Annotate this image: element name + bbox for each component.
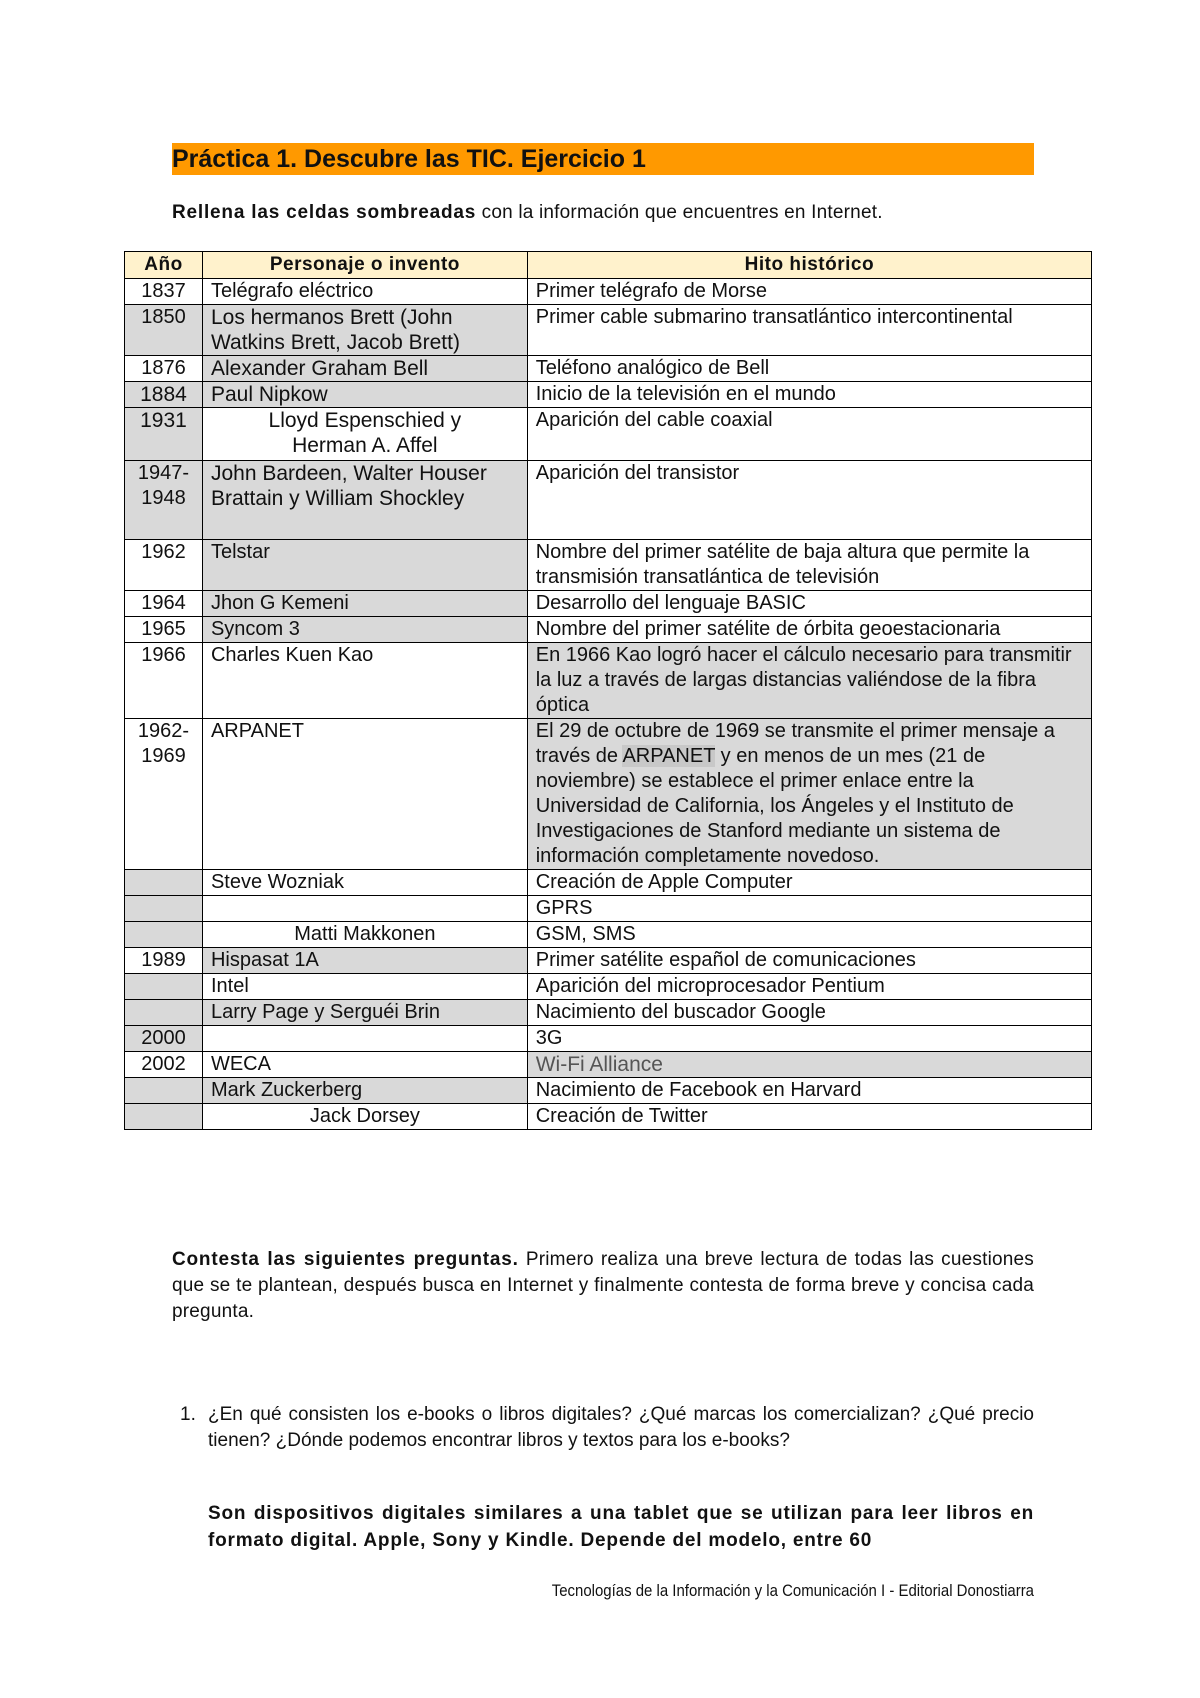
table-row xyxy=(125,948,1092,974)
table-row xyxy=(125,1078,1092,1104)
cell-event: Wi-Fi Alliance xyxy=(527,1052,1091,1078)
cell-event: Nacimiento del buscador Google xyxy=(527,1000,1091,1026)
header-year: Año xyxy=(125,252,203,279)
event-text-post: y en menos de un mes (21 de noviembre) se establece el primer enlace entre la Universidad de California, los Ángeles y el Instituto de Investigaciones de Stanford mediante un sistema de información completamente novedoso. xyxy=(535,745,1014,867)
cell-year: 1962 xyxy=(125,540,203,591)
cell-person xyxy=(202,896,527,922)
cell-person: Jhon G Kemeni xyxy=(202,591,527,617)
table-row xyxy=(125,643,1092,719)
table-row xyxy=(125,279,1092,305)
cell-person: Paul Nipkow xyxy=(202,382,527,408)
question-number: 1. xyxy=(180,1404,196,1425)
cell-event: Primer satélite español de comunicaciones xyxy=(527,948,1091,974)
table-row xyxy=(125,922,1092,948)
cell-year: 1850 xyxy=(125,305,203,356)
cell-person: Lloyd Espenschied y Herman A. Affel xyxy=(202,408,527,461)
cell-event: Desarrollo del lenguaje BASIC xyxy=(527,591,1091,617)
cell-event: Aparición del microprocesador Pentium xyxy=(527,974,1091,1000)
cell-year xyxy=(125,870,203,896)
cell-person: John Bardeen, Walter Houser Brattain y William Shockley xyxy=(202,461,527,540)
cell-year: 1962-1969 xyxy=(125,719,203,870)
header-person: Personaje o invento xyxy=(202,252,527,279)
question-1 xyxy=(180,1402,1034,1454)
table-row xyxy=(125,408,1092,461)
history-table xyxy=(124,251,1092,1130)
intro-paragraph xyxy=(172,202,1072,224)
cell-year: 1837 xyxy=(125,279,203,305)
cell-event: Primer telégrafo de Morse xyxy=(527,279,1091,305)
table-row xyxy=(125,974,1092,1000)
cell-year: 1965 xyxy=(125,617,203,643)
cell-year xyxy=(125,1078,203,1104)
table-row xyxy=(125,305,1092,356)
cell-year: 1876 xyxy=(125,356,203,382)
cell-person xyxy=(202,1026,527,1052)
cell-year: 1966 xyxy=(125,643,203,719)
table-row xyxy=(125,1026,1092,1052)
cell-person: WECA xyxy=(202,1052,527,1078)
table-row xyxy=(125,540,1092,591)
table-row xyxy=(125,356,1092,382)
cell-event: Aparición del transistor xyxy=(527,461,1091,540)
cell-year xyxy=(125,896,203,922)
cell-year: 2002 xyxy=(125,1052,203,1078)
table-row xyxy=(125,382,1092,408)
event-text-pre: El 29 de octubre de 1969 se transmite el primer mensaje a través de xyxy=(535,720,1055,767)
table-row xyxy=(125,617,1092,643)
question-text: ¿En qué consisten los e-books o libros digitales? ¿Qué marcas los comercializan? ¿Qué precio tienen? ¿Dónde podemos encontrar libros y textos para los e-books? xyxy=(208,1404,1034,1451)
cell-year: 1884 xyxy=(125,382,203,408)
table-header-row xyxy=(125,252,1092,279)
cell-year xyxy=(125,974,203,1000)
table-row xyxy=(125,870,1092,896)
cell-person: Larry Page y Serguéi Brin xyxy=(202,1000,527,1026)
cell-person: Jack Dorsey xyxy=(202,1104,527,1130)
table-row xyxy=(125,591,1092,617)
cell-person: Telstar xyxy=(202,540,527,591)
cell-event: Nombre del primer satélite de órbita geoestacionaria xyxy=(527,617,1091,643)
questions-intro xyxy=(172,1247,1034,1325)
cell-event: Inicio de la televisión en el mundo xyxy=(527,382,1091,408)
cell-event: Teléfono analógico de Bell xyxy=(527,356,1091,382)
cell-person: Mark Zuckerberg xyxy=(202,1078,527,1104)
cell-year: 1931 xyxy=(125,408,203,461)
cell-person: Intel xyxy=(202,974,527,1000)
cell-person: Alexander Graham Bell xyxy=(202,356,527,382)
page-title: Práctica 1. Descubre las TIC. Ejercicio 1 xyxy=(172,145,646,173)
cell-year xyxy=(125,922,203,948)
cell-person: Telégrafo eléctrico xyxy=(202,279,527,305)
table-row xyxy=(125,1104,1092,1130)
cell-person: Los hermanos Brett (John Watkins Brett, Jacob Brett) xyxy=(202,305,527,356)
questions-intro-rest: Primero realiza una breve lectura de todas las cuestiones que se te plantean, después busca en Internet y finalmente contesta de forma breve y concisa cada pregunta. xyxy=(172,1249,1034,1322)
table-row xyxy=(125,896,1092,922)
cell-event: Nombre del primer satélite de baja altura que permite la transmisión transatlántica de televisión xyxy=(527,540,1091,591)
table-row xyxy=(125,1052,1092,1078)
cell-event: Primer cable submarino transatlántico intercontinental xyxy=(527,305,1091,356)
questions-intro-bold: Contesta las siguientes preguntas. xyxy=(172,1249,519,1270)
cell-year: 1964 xyxy=(125,591,203,617)
intro-rest: con la información que encuentres en Internet. xyxy=(476,202,883,223)
cell-event: Aparición del cable coaxial xyxy=(527,408,1091,461)
cell-event: Creación de Apple Computer xyxy=(527,870,1091,896)
cell-person: Matti Makkonen xyxy=(202,922,527,948)
cell-person: ARPANET xyxy=(202,719,527,870)
cell-year xyxy=(125,1104,203,1130)
title-bar xyxy=(172,143,1034,175)
cell-event xyxy=(527,719,1091,870)
cell-person: Hispasat 1A xyxy=(202,948,527,974)
cell-person: Steve Wozniak xyxy=(202,870,527,896)
cell-event: GSM, SMS xyxy=(527,922,1091,948)
answer-1: Son dispositivos digitales similares a una tablet que se utilizan para leer libros en formato digital. Apple, Sony y Kindle. Depende del modelo, entre 60 xyxy=(208,1503,1034,1551)
event-text-highlight: ARPANET xyxy=(622,745,716,767)
cell-person: Syncom 3 xyxy=(202,617,527,643)
intro-bold: Rellena las celdas sombreadas xyxy=(172,202,477,223)
cell-year xyxy=(125,1000,203,1026)
table-row xyxy=(125,461,1092,540)
cell-event: Creación de Twitter xyxy=(527,1104,1091,1130)
cell-person: Charles Kuen Kao xyxy=(202,643,527,719)
header-event: Hito histórico xyxy=(527,252,1091,279)
page-footer: Tecnologías de la Información y la Comunicación I - Editorial Donostiarra xyxy=(551,1581,1034,1600)
cell-event: Nacimiento de Facebook en Harvard xyxy=(527,1078,1091,1104)
cell-year: 2000 xyxy=(125,1026,203,1052)
cell-event: En 1966 Kao logró hacer el cálculo necesario para transmitir la luz a través de largas distancias valiéndose de la fibra óptica xyxy=(527,643,1091,719)
cell-event: 3G xyxy=(527,1026,1091,1052)
table-row xyxy=(125,719,1092,870)
table-row xyxy=(125,1000,1092,1026)
cell-event: GPRS xyxy=(527,896,1091,922)
cell-year: 1989 xyxy=(125,948,203,974)
cell-year: 1947-1948 xyxy=(125,461,203,540)
